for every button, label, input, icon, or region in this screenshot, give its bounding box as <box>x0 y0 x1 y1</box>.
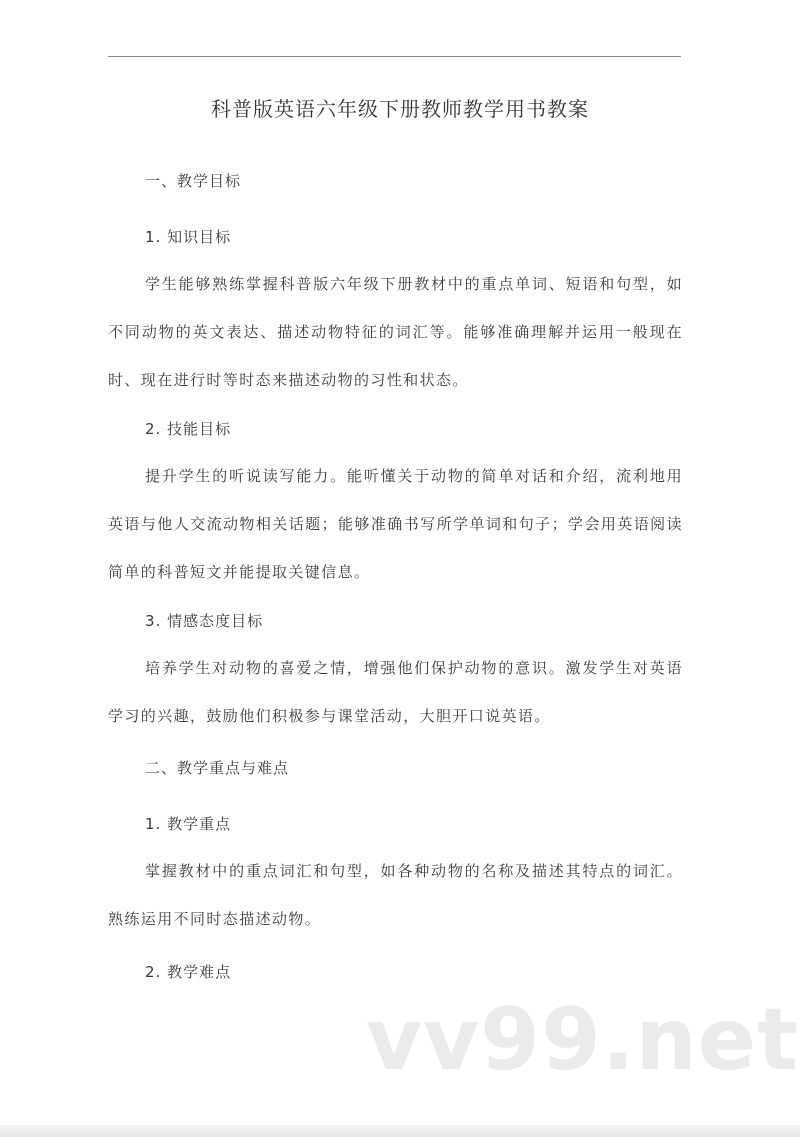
document-title: 科普版英语六年级下册教师教学用书教案 <box>211 97 589 121</box>
section-heading-key-points: 二、教学重点与难点 <box>145 759 290 777</box>
paragraph-key-focus: 掌握教材中的重点词汇和句型，如各种动物的名称及描述其特点的词汇。熟练运用不同时态描述动物。 <box>108 862 683 928</box>
subsection-heading-key-focus: 1. 教学重点 <box>145 815 232 833</box>
watermark-text: vv99.net <box>366 990 800 1090</box>
paragraph-knowledge: 学生能够熟练掌握科普版六年级下册教材中的重点单词、短语和句型，如不同动物的英文表达、描述动物特征的词汇等。能够准确理解并运用一般现在时、现在进行时等时态来描述动物的习性和状态。 <box>108 275 683 389</box>
page-bottom-edge <box>0 1125 800 1137</box>
subsection-heading-knowledge: 1. 知识目标 <box>145 228 232 246</box>
section-heading-objectives: 一、教学目标 <box>145 172 242 190</box>
subsection-heading-attitude: 3. 情感态度目标 <box>145 612 264 630</box>
paragraph-skills: 提升学生的听说读写能力。能听懂关于动物的简单对话和介绍，流利地用英语与他人交流动物相关话题；能够准确书写所学单词和句子；学会用英语阅读简单的科普短文并能提取关键信息。 <box>108 467 683 581</box>
subsection-heading-skills: 2. 技能目标 <box>145 420 232 438</box>
subsection-heading-difficulty: 2. 教学难点 <box>145 963 232 981</box>
paragraph-attitude: 培养学生对动物的喜爱之情，增强他们保护动物的意识。激发学生对英语学习的兴趣，鼓励他们积极参与课堂活动，大胆开口说英语。 <box>108 659 683 725</box>
header-rule <box>108 56 681 57</box>
